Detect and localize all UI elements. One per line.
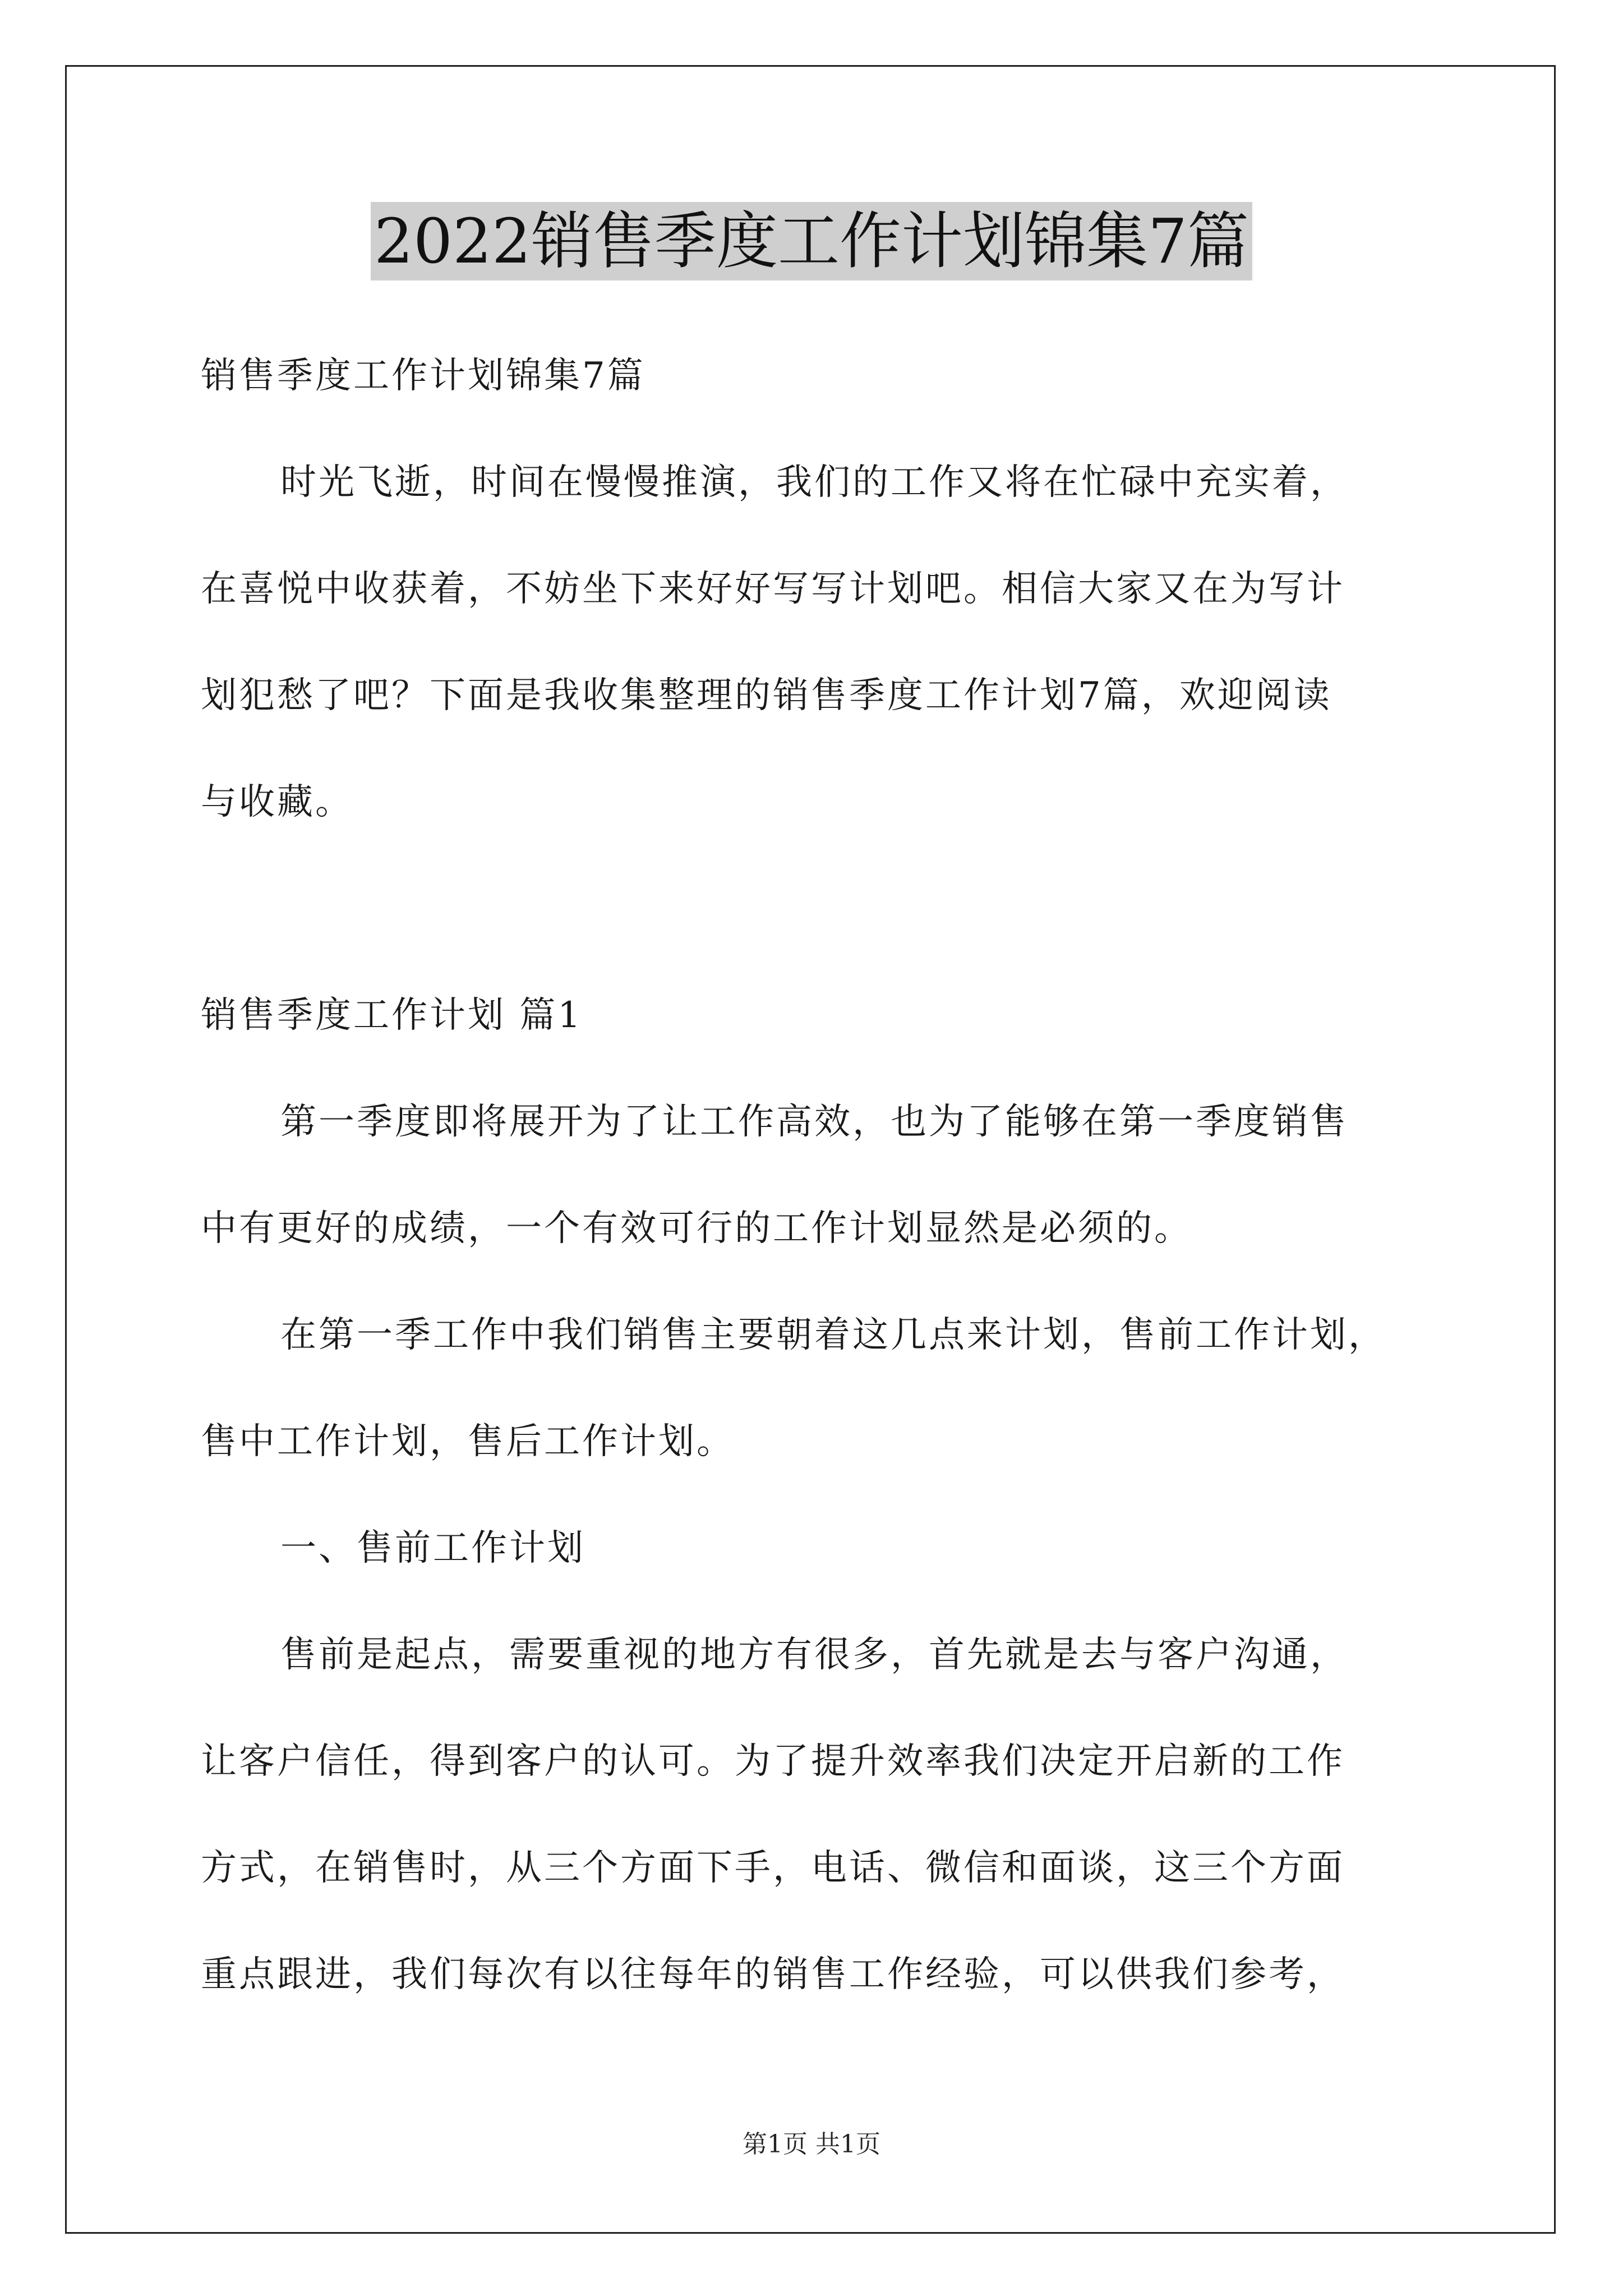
section-heading: 销售季度工作计划 篇1: [201, 995, 583, 1036]
intro-line: 时光飞逝，时间在慢慢推演，我们的工作又将在忙碌中充实着，: [280, 462, 1348, 503]
intro-line: 划犯愁了吧？下面是我收集整理的销售季度工作计划7篇，欢迎阅读: [201, 675, 1332, 716]
body-line: 中有更好的成绩，一个有效可行的工作计划显然是必须的。: [201, 1208, 1192, 1249]
body-line: 在第一季工作中我们销售主要朝着这几点来计划，售前工作计划，: [280, 1314, 1386, 1356]
intro-line: 在喜悦中收获着，不妨坐下来好好写写计划吧。相信大家又在为写计: [201, 568, 1345, 610]
document-title: 2022销售季度工作计划锦集7篇: [371, 202, 1252, 280]
body-line: 重点跟进，我们每次有以往每年的销售工作经验，可以供我们参考，: [201, 1954, 1345, 1995]
body-line: 让客户信任，得到客户的认可。为了提升效率我们决定开启新的工作: [201, 1741, 1345, 1782]
body-line: 第一季度即将展开为了让工作高效，也为了能够在第一季度销售: [280, 1101, 1348, 1143]
body-line: 售中工作计划，售后工作计划。: [201, 1421, 735, 1462]
intro-line: 与收藏。: [201, 781, 353, 823]
body-line: 方式，在销售时，从三个方面下手，电话、微信和面谈，这三个方面: [201, 1847, 1345, 1889]
body-line: 售前是起点，需要重视的地方有很多，首先就是去与客户沟通，: [280, 1634, 1348, 1676]
document-subtitle: 销售季度工作计划锦集7篇: [201, 355, 645, 397]
body-line: 一、售前工作计划: [280, 1527, 585, 1569]
page-footer: 第1页 共1页: [743, 2130, 880, 2159]
title-container: [0, 202, 1623, 280]
